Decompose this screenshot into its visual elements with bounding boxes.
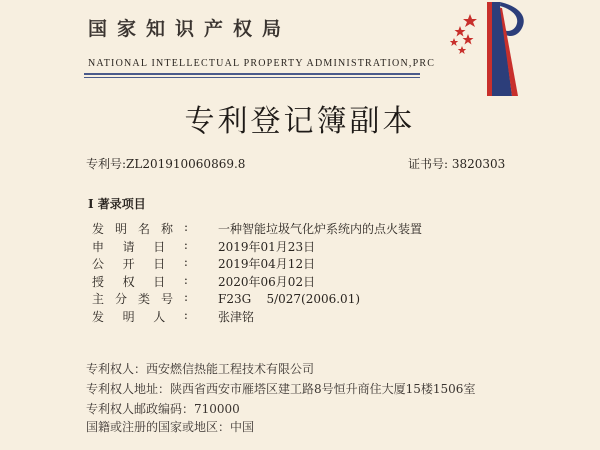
header-rule xyxy=(84,73,420,75)
field-row xyxy=(92,255,422,273)
field-label: 授 权 日 : xyxy=(92,272,188,289)
org-name-cn: 国家知识产权局 xyxy=(88,18,292,40)
field-value: 2019年01月23日 xyxy=(218,239,316,254)
field-value: 2019年04月12日 xyxy=(218,257,316,272)
patent-holder: 专利权人：西安燃信热能工程技术有限公司 xyxy=(86,362,315,376)
field-row xyxy=(92,308,422,326)
field-value: 2020年06月02日 xyxy=(218,274,316,289)
field-value: 张津铭 xyxy=(218,309,255,324)
field-label: 公 开 日 : xyxy=(92,255,188,272)
field-row xyxy=(92,238,422,256)
field-row xyxy=(92,273,422,291)
org-name-en: NATIONAL INTELLECTUAL PROPERTY ADMINISTRATION,PRC xyxy=(88,58,436,69)
field-value: F23G 5/027(2006.01) xyxy=(218,291,361,306)
patent-number: 专利号:ZL201910060869.8 xyxy=(86,157,246,171)
cnipa-logo-icon xyxy=(440,0,540,100)
certificate-number: 证书号: 3820303 xyxy=(408,157,506,171)
field-value: 一种智能垃圾气化炉系统内的点火装置 xyxy=(218,222,423,237)
field-label: 申 请 日 : xyxy=(92,237,188,254)
field-label: 主 分 类 号 : xyxy=(92,290,188,307)
header-rule-thin xyxy=(84,77,420,78)
field-label: 发 明 名 称 : xyxy=(92,220,188,237)
field-row xyxy=(92,290,422,308)
field-row xyxy=(92,220,422,238)
bibliographic-fields xyxy=(92,220,422,325)
section-heading: I 著录项目 xyxy=(88,197,146,211)
country-of-registration: 国籍或注册的国家或地区：中国 xyxy=(86,420,255,434)
document-title: 专利登记簿副本 xyxy=(184,104,416,139)
field-label: 发 明 人 : xyxy=(92,307,188,324)
patent-holder-address: 专利权人地址：陕西省西安市雁塔区建工路8号恒升商住大厦15楼1506室 xyxy=(86,382,476,396)
patent-holder-postcode: 专利权人邮政编码：710000 xyxy=(86,402,240,416)
